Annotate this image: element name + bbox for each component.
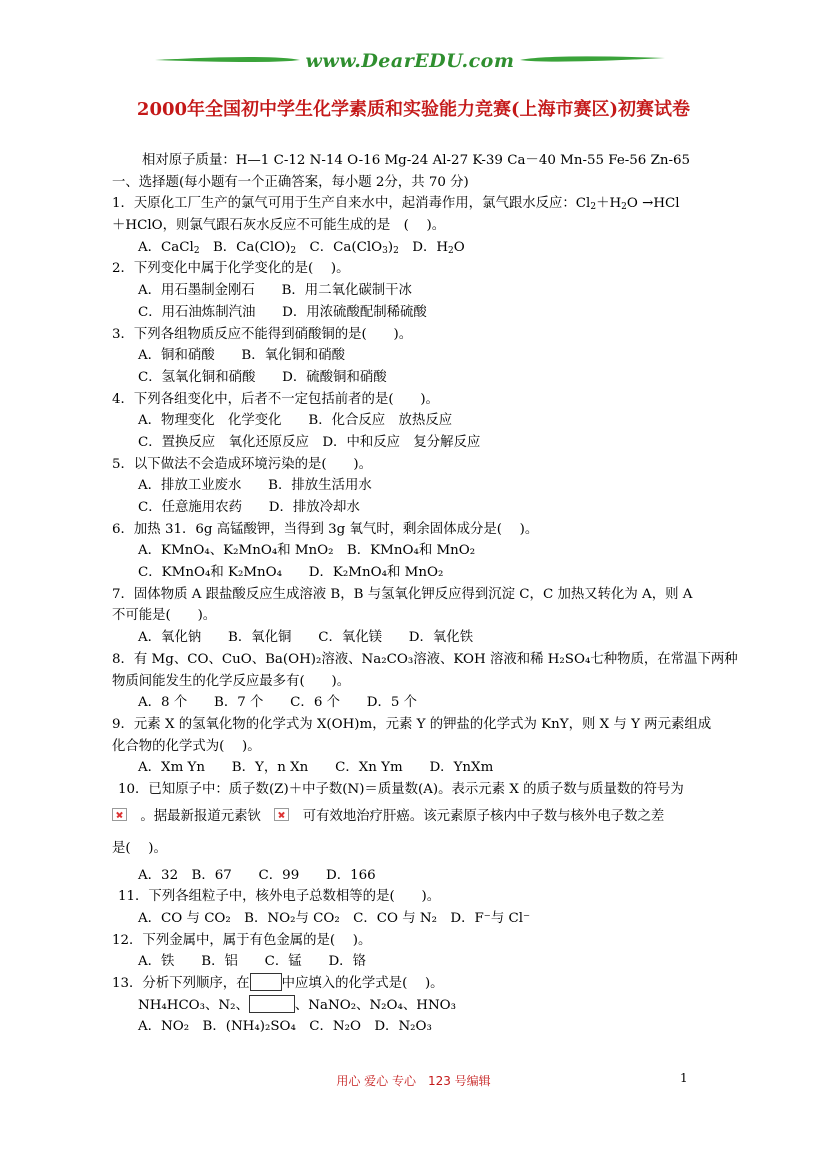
atomic-mass-line: 相对原子质量：H—1 C-12 N-14 O-16 Mg-24 Al-27 K-39 Ca－40 Mn-55 Fe-56 Zn-65 <box>142 153 691 168</box>
page-title: 2000年全国初中学生化学素质和实验能力竞赛(上海市赛区)初赛试卷 <box>136 99 691 120</box>
q10-stem: 10．已知原子中：质子数(Z)＋中子数(N)＝质量数(A)。表示元素 X 的质子数与质量数的符号为 <box>118 781 684 797</box>
q2-options-1: A．用石墨制金刚石 B．用二氧化碳制干冰 <box>138 283 412 299</box>
q11-options: A．CO 与 CO₂ B．NO₂与 CO₂ C．CO 与 N₂ D．F⁻与 Cl⁻ <box>138 911 531 926</box>
q8-stem: 8．有 Mg、CO、CuO、Ba(OH)₂溶液、Na₂CO₃溶液、KOH 溶液和稀 H₂SO₄七种物质，在常温下两种 <box>112 651 738 667</box>
q13-options: A．NO₂ B．(NH₄)₂SO₄ C．N₂O D．N₂O₃ <box>138 1019 432 1035</box>
q11-stem: 11．下列各组粒子中，核外电子总数相等的是( )。 <box>118 889 441 905</box>
q2-options-2: C．用石油炼制汽油 D．用浓硫酸配制稀硫酸 <box>138 304 427 320</box>
q5-options-2: C．任意施用农药 D．排放冷却水 <box>138 500 360 515</box>
q8-options: A．8 个 B．7 个 C．6 个 D．5 个 <box>138 695 418 711</box>
site-url[interactable]: www.DearEDU.com <box>305 50 515 72</box>
q9-stem-cont: 化合物的化学式为( )。 <box>112 738 261 754</box>
q6-stem: 6．加热 31．6g 高锰酸钾，当得到 3g 氧气时，剩余固体成分是( )。 <box>112 521 539 537</box>
q10-stem-cont: 。据最新报道元素钬 可有效地治疗肝癌。该元素原子核内中子数与核外电子数之差 <box>112 801 720 833</box>
q4-stem: 4．下列各组变化中，后者不一定包括前者的是( )。 <box>112 391 439 407</box>
broken-image-icon <box>112 808 127 821</box>
page-number: 1 <box>680 1071 688 1085</box>
broken-image-icon <box>274 808 289 821</box>
footer-text: 用心 爱心 专心 123 号编辑 <box>336 1074 491 1088</box>
site-banner <box>150 44 670 78</box>
q5-options-1: A．排放工业废水 B．排放生活用水 <box>138 478 372 494</box>
q8-stem-cont: 物质间能发生的化学反应最多有( )。 <box>112 673 351 689</box>
q1-stem: 1．天原化工厂生产的氯气可用于生产自来水中，起消毒作用，氯气跟水反应：$Cl_2+H_2O \to HCl$ <box>112 196 680 213</box>
q2-stem: 2．下列变化中属于化学变化的是( )。 <box>112 261 350 277</box>
q3-options-1: A．铜和硝酸 B．氧化铜和硝酸 <box>138 348 345 364</box>
q6-options-2: C．KMnO₄和 K₂MnO₄ D．K₂MnO₄和 MnO₂ <box>138 565 444 581</box>
q3-options-2: C．氢氧化铜和硝酸 D．硫酸铜和硝酸 <box>138 369 387 385</box>
q9-options: A．Xm Yn B．Y，n Xn C．Xn Ym D．YnXm <box>138 760 494 776</box>
q1-stem-cont: ＋HClO，则氯气跟石灰水反应不可能生成的是 ( )。 <box>112 218 446 234</box>
section-heading: 一、选择题(每小题有一个正确答案，每小题 2分，共 70 分) <box>112 174 469 190</box>
exam-content <box>112 150 738 1038</box>
q10-stem-end: 是( )。 <box>112 840 167 856</box>
q7-stem: 7．固体物质 A 跟盐酸反应生成溶液 B，B 与氢氧化钾反应得到沉淀 C，C 加热又转化为 A，则 A <box>112 586 693 602</box>
q10-options: A．32 B．67 C．99 D．166 <box>138 867 376 883</box>
q4-options-1: A．物理变化 化学变化 B．化合反应 放热反应 <box>138 413 453 429</box>
q13-stem: 13．分析下列顺序，在 中应填入的化学式是( )。 <box>112 973 720 995</box>
q4-options-2: C．置换反应 氧化还原反应 D．中和反应 复分解反应 <box>138 434 481 450</box>
q7-options: A．氧化钠 B．氧化铜 C．氧化镁 D．氧化铁 <box>138 630 474 646</box>
q6-options-1: A．KMnO₄、K₂MnO₄和 MnO₂ B．KMnO₄和 MnO₂ <box>138 543 476 559</box>
q1-options: A．CaCl$_2$ B．$Ca(ClO)_2$ C．$Ca(ClO_3)_2$ D．$H_2O$ <box>138 239 465 256</box>
q12-options: A．铁 B．铝 C．锰 D．铬 <box>138 954 366 970</box>
q3-stem: 3．下列各组物质反应不能得到硝酸铜的是( )。 <box>112 326 413 342</box>
q12-stem: 12．下列金属中，属于有色金属的是( )。 <box>112 932 372 948</box>
q5-stem: 5．以下做法不会造成环境污染的是( )。 <box>112 456 372 472</box>
q13-sequence: NH₄HCO₃、N₂、 、NaNO₂、N₂O₄、HNO₃ <box>112 995 720 1017</box>
q7-stem-cont: 不可能是( )。 <box>112 608 217 624</box>
q9-stem: 9．元素 X 的氢氧化物的化学式为 X(OH)m，元素 Y 的钾盐的化学式为 KnY，则 X 与 Y 两元素组成 <box>112 716 712 732</box>
blank-box <box>249 995 295 1013</box>
blank-box <box>250 973 282 991</box>
